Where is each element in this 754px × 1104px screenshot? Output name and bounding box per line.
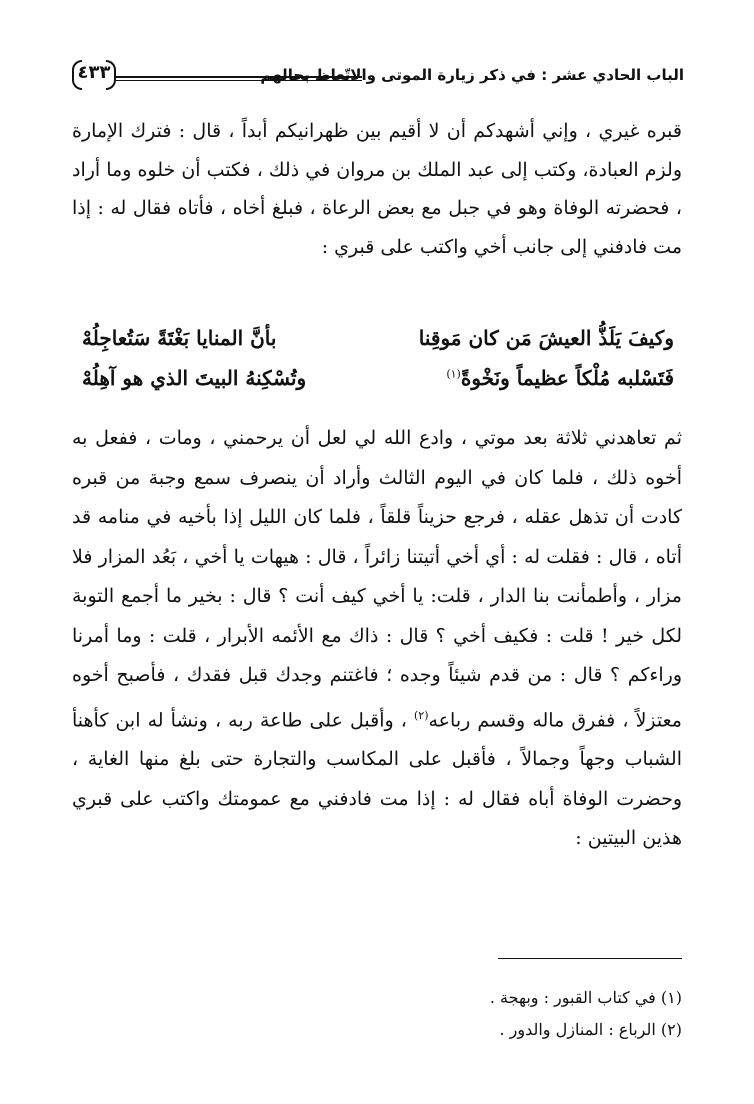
paragraph-2 [72,419,682,859]
page-number-box [72,58,116,88]
verse-1-second-hemistich: بأنَّ المنايا بَغْتَةً سَتُعاجِلُهْ [82,326,277,350]
verse-2-first-text: فَتَسْلبه مُلْكاً عظيماً ونَخْوةً [460,366,674,390]
chapter-title: الباب الحادي عشر : في ذكر زيارة الموتى والاتّعاظ بحالهم [260,66,684,84]
page-number: ٤٣٣ [77,62,111,83]
footnote-2: (٢) الرباع : المنازل والدور . [499,1020,682,1039]
verse-1 [72,326,682,366]
footnote-ref-2: (٢) [413,708,429,722]
header-rule [116,76,362,81]
paragraph-2-part-a: ثم تعاهدني ثلاثة بعد موتي ، وادع الله لي لعل أن يرحمني ، ومات ، ففعل به أخوه ذلك ، فلما كان في اليوم الثالث وأراد أن ينصرف سمع وجبة من قبره كادت أن تذهل عقله ، فرجع حزيناً قلقاً ، فلما كان الليل إذا بأخيه في منامه قد أتاه ، قال : فقلت له : أي أخي أتيتنا زائراً ، قال : هيهات يا أخي ، بَعُد المزار فلا مزار ، وأطمأنت بنا الدار ، قلت: يا أخي كيف أنت ؟ قال : بخير ما أجمع التوبة لكل خير ! قلت : فكيف أخي ؟ قال : ذاك مع الأئمه الأبرار ، قلت : وما أمرنا وراءكم ؟ قال : من قدم شيئاً وجده ؛ فاغتنم وجدك قبل فقدك ، فأصبح أخوه معتزلاً ، ففرق ماله وقسم رباعه [72,427,682,731]
footnotes [72,982,682,1046]
bracket-right-icon [106,60,116,90]
poem-verses [72,326,682,406]
paragraph-1: قبره غيري ، وإني أشهدكم أن لا أقيم بين ظهرانيكم أبداً ، قال : فترك الإمارة ولزم العبادة، وكتب إلى عبد الملك بن مروان في ذلك ، فكتب أن خلوه وما أراد ، فحضرته الوفاة وهو في جبل مع بعض الرعاة ، فبلغ أخاه ، فأتاه فقال له : إذا مت فادفني إلى جانب أخي واكتب على قبري : [72,120,682,258]
footnote-ref-1: (١) [446,367,461,381]
verse-2-second-hemistich: وتُسْكِنهُ البيتَ الذي هو آهِلُهْ [82,366,307,390]
footnote-1: (١) في كتاب القبور : وبهجة . [489,988,682,1007]
paragraph-2-part-b: ، وأقبل على طاعة ربه ، ونشأ له ابن كأهنأ الشباب وجهاً وجمالاً ، فأقبل على المكاسب والتجارة حتى بلغ منها الغاية ، وحضرت الوفاة أباه فقال له : إذا مت فادفني مع عمومتك واكتب على قبري هذين البيتين : [72,708,682,850]
bracket-left-icon [72,60,82,90]
verse-1-first-hemistich: وكيفَ يَلَذُّ العيشَ مَن كان مَوقِنا [418,326,674,350]
footnote-separator [498,958,682,959]
running-header [72,58,684,94]
verse-2 [72,366,682,406]
verse-2-first-hemistich [446,366,674,390]
